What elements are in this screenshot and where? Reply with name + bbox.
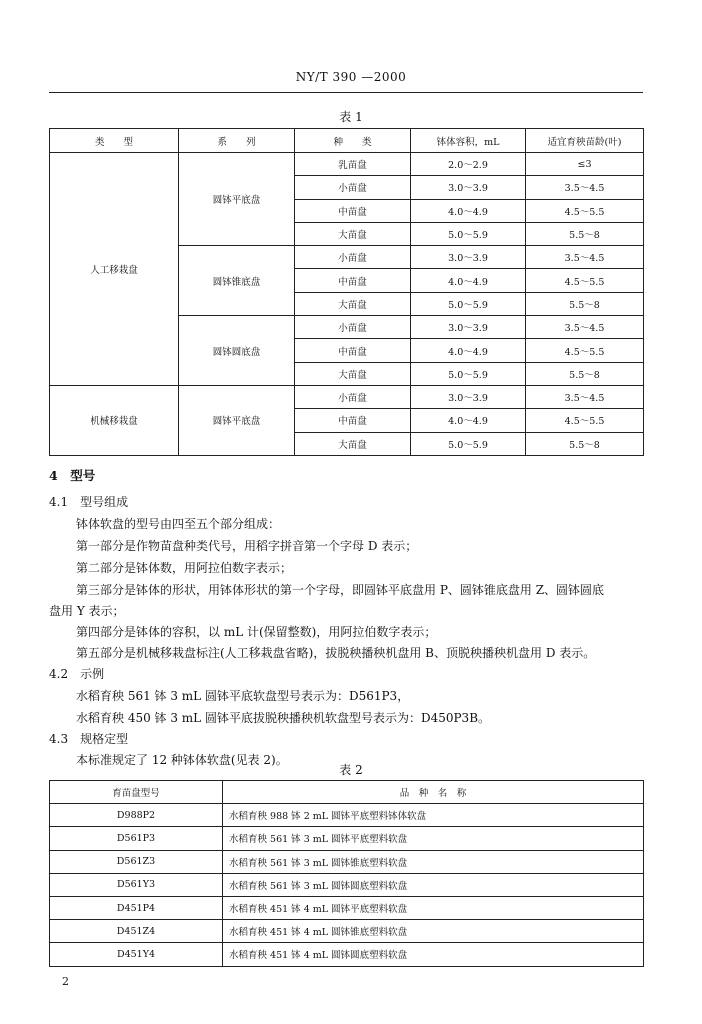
name-cell: 水稻育秧 451 钵 4 mL 圆钵锥底塑料软盘 (223, 920, 644, 943)
table1 (49, 128, 644, 456)
paragraph-line: 第五部分是机械移栽盘标注(人工移栽盘省略)，拔脱秧播秧机盘用 B、顶脱秧播秧机盘用 D 表示。 (76, 646, 596, 660)
column-header: 适宜育秧苗龄(叶) (526, 129, 644, 153)
series-cell: 圆钵锥底盘 (179, 246, 295, 316)
kind-cell: 大苗盘 (295, 432, 411, 455)
kind-cell: 大苗盘 (295, 362, 411, 385)
volume-cell: 4.0～4.9 (411, 269, 526, 292)
name-cell: 水稻育秧 561 钵 3 mL 圆钵锥底塑料软盘 (223, 850, 644, 873)
column-header: 类 型 (50, 129, 179, 153)
table2-caption: 表 2 (339, 763, 363, 777)
kind-cell: 小苗盘 (295, 385, 411, 408)
model-cell: D451Y4 (50, 943, 223, 966)
paragraph-line: 第二部分是钵体数，用阿拉伯数字表示； (76, 561, 293, 575)
kind-cell: 中苗盘 (295, 199, 411, 222)
table-row (50, 873, 644, 896)
age-cell: ≤3 (526, 153, 644, 176)
kind-cell: 大苗盘 (295, 222, 411, 245)
table1-caption: 表 1 (339, 110, 363, 124)
age-cell: 4.5～5.5 (526, 199, 644, 222)
series-cell: 圆钵平底盘 (179, 153, 295, 246)
volume-cell: 5.0～5.9 (411, 432, 526, 455)
series-cell: 圆钵平底盘 (179, 385, 295, 455)
volume-cell: 3.0～3.9 (411, 385, 526, 408)
age-cell: 3.5～4.5 (526, 176, 644, 199)
volume-cell: 3.0～3.9 (411, 316, 526, 339)
volume-cell: 4.0～4.9 (411, 199, 526, 222)
column-header: 系 列 (179, 129, 295, 153)
volume-cell: 3.0～3.9 (411, 176, 526, 199)
model-cell: D451P4 (50, 896, 223, 919)
age-cell: 4.5～5.5 (526, 339, 644, 362)
table2 (49, 780, 644, 967)
table-row (50, 153, 644, 176)
age-cell: 5.5～8 (526, 222, 644, 245)
kind-cell: 中苗盘 (295, 339, 411, 362)
kind-cell: 中苗盘 (295, 409, 411, 432)
column-header: 钵体容积，mL (411, 129, 526, 153)
age-cell: 4.5～5.5 (526, 409, 644, 432)
age-cell: 5.5～8 (526, 292, 644, 315)
paragraph-line: 钵体软盘的型号由四至五个部分组成： (76, 517, 281, 531)
volume-cell: 4.0～4.9 (411, 339, 526, 362)
paragraph-line: 第三部分是钵体的形状，用钵体形状的第一个字母，即圆钵平底盘用 P、圆钵锥底盘用 Z、圆钵圆底 (76, 583, 605, 597)
page-number: 2 (62, 975, 69, 988)
name-cell: 水稻育秧 451 钵 4 mL 圆钵平底塑料软盘 (223, 896, 644, 919)
model-cell: D988P2 (50, 804, 223, 827)
paragraph-line: 第四部分是钵体的容积，以 mL 计(保留整数)，用阿拉伯数字表示； (76, 625, 437, 639)
paragraph-line: 盘用 Y 表示； (49, 604, 125, 618)
kind-cell: 乳苗盘 (295, 153, 411, 176)
column-header: 种 类 (295, 129, 411, 153)
age-cell: 5.5～8 (526, 362, 644, 385)
header-rule (49, 92, 643, 93)
volume-cell: 2.0～2.9 (411, 153, 526, 176)
name-cell: 水稻育秧 561 钵 3 mL 圆钵平底塑料软盘 (223, 827, 644, 850)
table-row (50, 385, 644, 408)
table-row (50, 896, 644, 919)
section-4-title: 4 型号 (49, 468, 96, 483)
kind-cell: 大苗盘 (295, 292, 411, 315)
model-cell: D561P3 (50, 827, 223, 850)
table-row (50, 850, 644, 873)
column-header: 育苗盘型号 (50, 781, 223, 804)
type-cell-machine: 机械移栽盘 (50, 385, 179, 455)
table-row (50, 827, 644, 850)
volume-cell: 3.0～3.9 (411, 246, 526, 269)
series-cell: 圆钵圆底盘 (179, 316, 295, 386)
name-cell: 水稻育秧 451 钵 4 mL 圆钵圆底塑料软盘 (223, 943, 644, 966)
kind-cell: 小苗盘 (295, 176, 411, 199)
page-header-code: NY/T 390 —2000 (295, 70, 407, 84)
table-row (50, 804, 644, 827)
kind-cell: 小苗盘 (295, 246, 411, 269)
table-row (50, 920, 644, 943)
paragraph-line: 本标准规定了 12 种钵体软盘(见表 2)。 (76, 753, 288, 767)
model-cell: D561Y3 (50, 873, 223, 896)
volume-cell: 5.0～5.9 (411, 362, 526, 385)
paragraph-line: 水稻育秧 561 钵 3 mL 圆钵平底软盘型号表示为：D561P3， (76, 689, 410, 703)
table-row (50, 943, 644, 966)
type-cell-manual: 人工移栽盘 (50, 153, 179, 386)
table-header-row (50, 129, 644, 153)
age-cell: 4.5～5.5 (526, 269, 644, 292)
age-cell: 5.5～8 (526, 432, 644, 455)
age-cell: 3.5～4.5 (526, 316, 644, 339)
section-4-1-title: 4.1 型号组成 (49, 495, 129, 509)
paragraph-line: 第一部分是作物苗盘种类代号，用稻字拼音第一个字母 D 表示； (76, 539, 418, 553)
volume-cell: 5.0～5.9 (411, 292, 526, 315)
kind-cell: 中苗盘 (295, 269, 411, 292)
column-header: 品 种 名 称 (223, 781, 644, 804)
name-cell: 水稻育秧 561 钵 3 mL 圆钵圆底塑料软盘 (223, 873, 644, 896)
model-cell: D451Z4 (50, 920, 223, 943)
section-4-3-title: 4.3 规格定型 (49, 732, 129, 746)
model-cell: D561Z3 (50, 850, 223, 873)
volume-cell: 5.0～5.9 (411, 222, 526, 245)
age-cell: 3.5～4.5 (526, 246, 644, 269)
section-4-2-title: 4.2 示例 (49, 667, 105, 681)
paragraph-line: 水稻育秧 450 钵 3 mL 圆钵平底拔脱秧播秧机软盘型号表示为：D450P3B。 (76, 711, 491, 725)
table-header-row (50, 781, 644, 804)
volume-cell: 4.0～4.9 (411, 409, 526, 432)
kind-cell: 小苗盘 (295, 316, 411, 339)
name-cell: 水稻育秧 988 钵 2 mL 圆钵平底塑料钵体软盘 (223, 804, 644, 827)
age-cell: 3.5～4.5 (526, 385, 644, 408)
